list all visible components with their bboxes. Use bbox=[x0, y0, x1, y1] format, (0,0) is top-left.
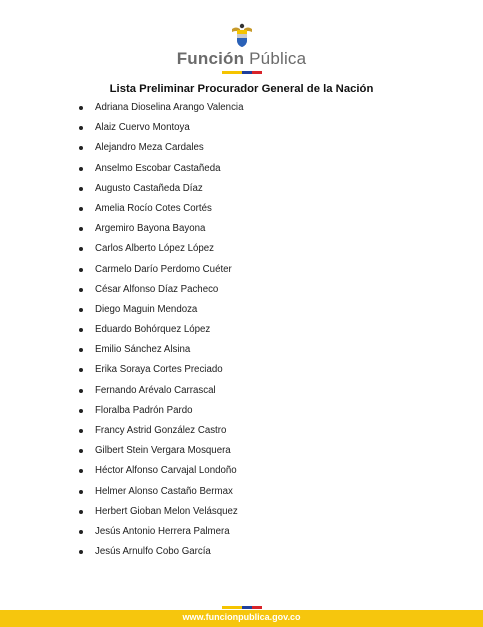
list-item bbox=[0, 462, 243, 482]
candidate-name: Erika Soraya Cortes Preciado bbox=[95, 364, 223, 376]
candidate-name: Adriana Dioselina Arango Valencia bbox=[95, 102, 244, 113]
list-item bbox=[0, 281, 243, 301]
candidate-name: Eduardo Bohórquez López bbox=[95, 324, 211, 336]
list-item bbox=[0, 523, 243, 543]
candidate-name: Carmelo Darío Perdomo Cuéter bbox=[95, 263, 232, 275]
bullet-icon bbox=[79, 126, 83, 130]
candidate-name: Anselmo Escobar Castañeda bbox=[95, 162, 221, 174]
candidate-name: César Alfonso Díaz Pacheco bbox=[95, 283, 219, 295]
bullet-icon bbox=[79, 510, 83, 514]
bullet-icon bbox=[79, 268, 83, 272]
candidate-name: Augusto Castañeda Díaz bbox=[95, 182, 203, 194]
list-item bbox=[0, 220, 243, 240]
list-item bbox=[0, 402, 243, 422]
bullet-icon bbox=[79, 469, 83, 473]
bullet-icon bbox=[79, 106, 83, 110]
candidate-name: Herbert Gioban Melon Velásquez bbox=[95, 505, 238, 517]
candidate-name: Gilbert Stein Vergara Mosquera bbox=[95, 445, 231, 457]
candidate-name: Helmer Alonso Castaño Bermax bbox=[95, 485, 233, 497]
list-item bbox=[0, 301, 243, 321]
bullet-icon bbox=[79, 227, 83, 231]
list-item bbox=[0, 261, 243, 281]
footer-url[interactable]: www.funcionpublica.gov.co bbox=[182, 612, 301, 622]
bullet-icon bbox=[79, 207, 83, 211]
list-item bbox=[0, 160, 243, 180]
bullet-icon bbox=[79, 288, 83, 292]
list-item bbox=[0, 422, 243, 442]
list-item bbox=[0, 139, 243, 159]
bullet-icon bbox=[79, 530, 83, 534]
brand-strong: Función bbox=[176, 49, 245, 68]
page-header bbox=[0, 22, 483, 74]
bullet-icon bbox=[79, 308, 83, 312]
bullet-icon bbox=[79, 328, 83, 332]
list-item bbox=[0, 240, 243, 260]
bullet-icon bbox=[79, 409, 83, 413]
candidate-name: Alejandro Meza Cardales bbox=[95, 142, 204, 154]
footer-flag-stripe bbox=[222, 606, 262, 609]
list-item bbox=[0, 483, 243, 503]
candidate-list bbox=[0, 99, 243, 563]
candidate-name: Jesús Arnulfo Cobo García bbox=[95, 546, 211, 558]
candidate-name: Diego Maguin Mendoza bbox=[95, 303, 198, 315]
flag-stripe bbox=[222, 71, 262, 74]
candidate-name: Jesús Antonio Herrera Palmera bbox=[95, 525, 230, 537]
candidate-name: Argemiro Bayona Bayona bbox=[95, 223, 206, 235]
bullet-icon bbox=[79, 449, 83, 453]
document-title: Lista Preliminar Procurador General de la Nación bbox=[109, 83, 374, 95]
candidate-name: Floralba Padrón Pardo bbox=[95, 404, 193, 416]
bullet-icon bbox=[79, 389, 83, 393]
bullet-icon bbox=[79, 167, 83, 171]
brand-wordmark bbox=[0, 49, 483, 69]
candidate-name: Amelia Rocío Cotes Cortés bbox=[95, 202, 212, 214]
candidate-name: Emilio Sánchez Alsina bbox=[95, 344, 191, 356]
list-item bbox=[0, 442, 243, 462]
candidate-name: Héctor Alfonso Carvajal Londoño bbox=[95, 465, 237, 477]
bullet-icon bbox=[79, 247, 83, 251]
list-item bbox=[0, 200, 243, 220]
bullet-icon bbox=[79, 550, 83, 554]
footer-bar bbox=[0, 610, 483, 627]
candidate-name: Alaiz Cuervo Montoya bbox=[95, 122, 190, 134]
list-item bbox=[0, 99, 243, 119]
bullet-icon bbox=[79, 429, 83, 433]
bullet-icon bbox=[79, 348, 83, 352]
list-item bbox=[0, 119, 243, 139]
list-item bbox=[0, 361, 243, 381]
list-item bbox=[0, 180, 243, 200]
list-item bbox=[0, 503, 243, 523]
candidate-name: Francy Astrid González Castro bbox=[95, 425, 227, 436]
list-item bbox=[0, 543, 243, 563]
candidate-name: Fernando Arévalo Carrascal bbox=[95, 384, 216, 396]
list-item bbox=[0, 382, 243, 402]
list-item bbox=[0, 321, 243, 341]
brand-light: Pública bbox=[244, 49, 307, 68]
coat-of-arms-icon bbox=[231, 22, 253, 48]
bullet-icon bbox=[79, 146, 83, 150]
bullet-icon bbox=[79, 368, 83, 372]
bullet-icon bbox=[79, 490, 83, 494]
candidate-name: Carlos Alberto López López bbox=[95, 243, 215, 255]
list-item bbox=[0, 341, 243, 361]
bullet-icon bbox=[79, 187, 83, 191]
